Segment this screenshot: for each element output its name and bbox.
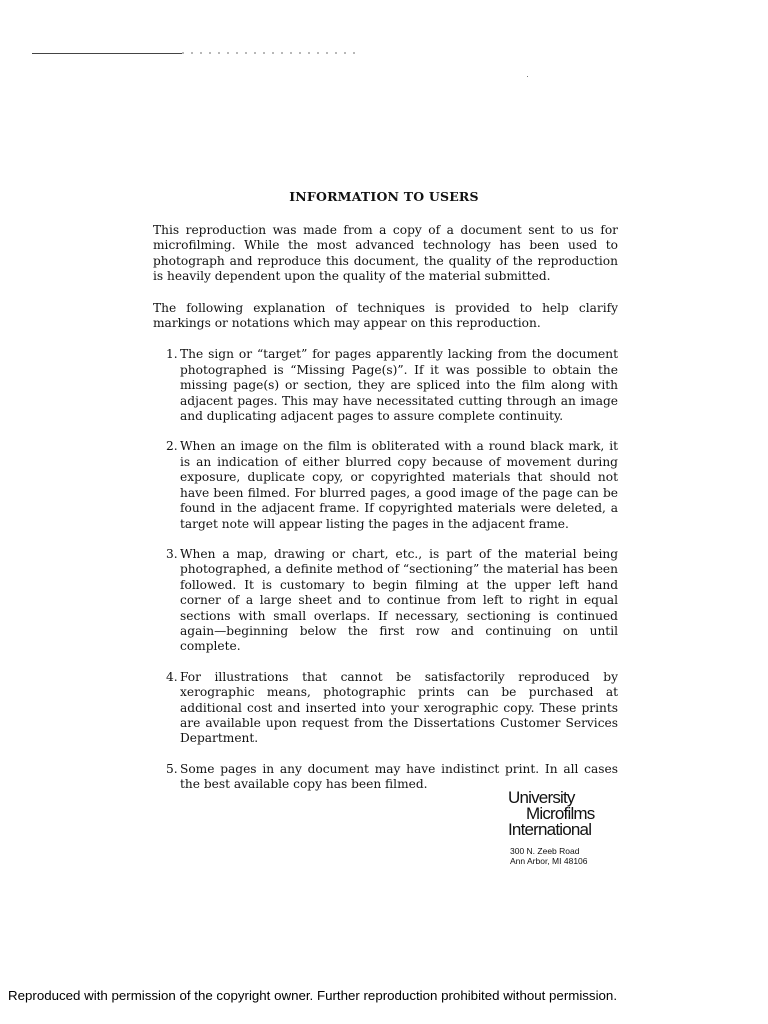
list-item [153,439,618,531]
list-item-text: For illustrations that cannot be satisfactorily reproduced by xerographic means, photographic prints can be purchased at additional cost and inserted into your xerographic copy. These prints are available upon request from the Dissertations Customer Services Department. [180,669,618,746]
list-item-text: When an image on the film is obliterated with a round black mark, it is an indication of either blurred copy because of movement during exposure, duplicate copy, or copyrighted materials that should not have been filmed. For blurred pages, a good image of the page can be found in the adjacent frame. If copyrighted materials were deleted, a target note will appear listing the pages in the adjacent frame. [180,439,618,531]
list-item-number: 5. [166,761,178,776]
scan-artifact-line [32,53,182,54]
technique-list [153,347,618,792]
list-item-number: 2. [166,439,178,454]
list-item-text: Some pages in any document may have indistinct print. In all cases the best available copy has been filmed. [180,761,618,792]
intro-paragraph-1: This reproduction was made from a copy of a document sent to us for microfilming. While the most advanced technology has been used to photograph and reproduce this document, the quality of the reproduction is heavily dependent upon the quality of the material submitted. [153,223,618,284]
publisher-logo [508,790,595,838]
address-city: Ann Arbor, MI 48106 [510,856,588,866]
list-item [153,547,618,655]
list-item-number: 1. [166,347,178,362]
list-item [153,347,618,424]
copyright-footer: Reproduced with permission of the copyright owner. Further reproduction prohibited without permission. [8,988,618,1003]
publisher-address [510,846,588,866]
page-title: INFORMATION TO USERS [289,189,479,204]
address-street: 300 N. Zeeb Road [510,846,580,856]
logo-line-microfilms: Microfilms [526,804,595,823]
list-item-number: 3. [166,546,178,561]
intro-paragraph-2: The following explanation of techniques is provided to help clarify markings or notations which may appear on this reproduction. [153,300,618,331]
logo-line-university: University [508,788,575,807]
scan-artifact-dots [182,52,362,54]
list-item-text: The sign or “target” for pages apparently lacking from the document photographed is “Missing Page(s)”. If it was possible to obtain the missing page(s) or section, they are spliced into the film along with adjacent pages. This may have necessitated cutting through an image and duplicating adjacent pages to assure complete continuity. [180,347,618,424]
logo-line-international: International [508,820,592,839]
document-body [153,223,618,808]
list-item [153,670,618,747]
scan-speck [527,76,528,77]
list-item-text: When a map, drawing or chart, etc., is part of the material being photographed, a definite method of “sectioning” the material has been followed. It is customary to begin filming at the upper left hand corner of a large sheet and to continue from left to right in equal sections with small overlaps. If necessary, sectioning is continued again—beginning below the first row and continuing on until complete. [180,546,618,654]
list-item-number: 4. [166,669,178,684]
